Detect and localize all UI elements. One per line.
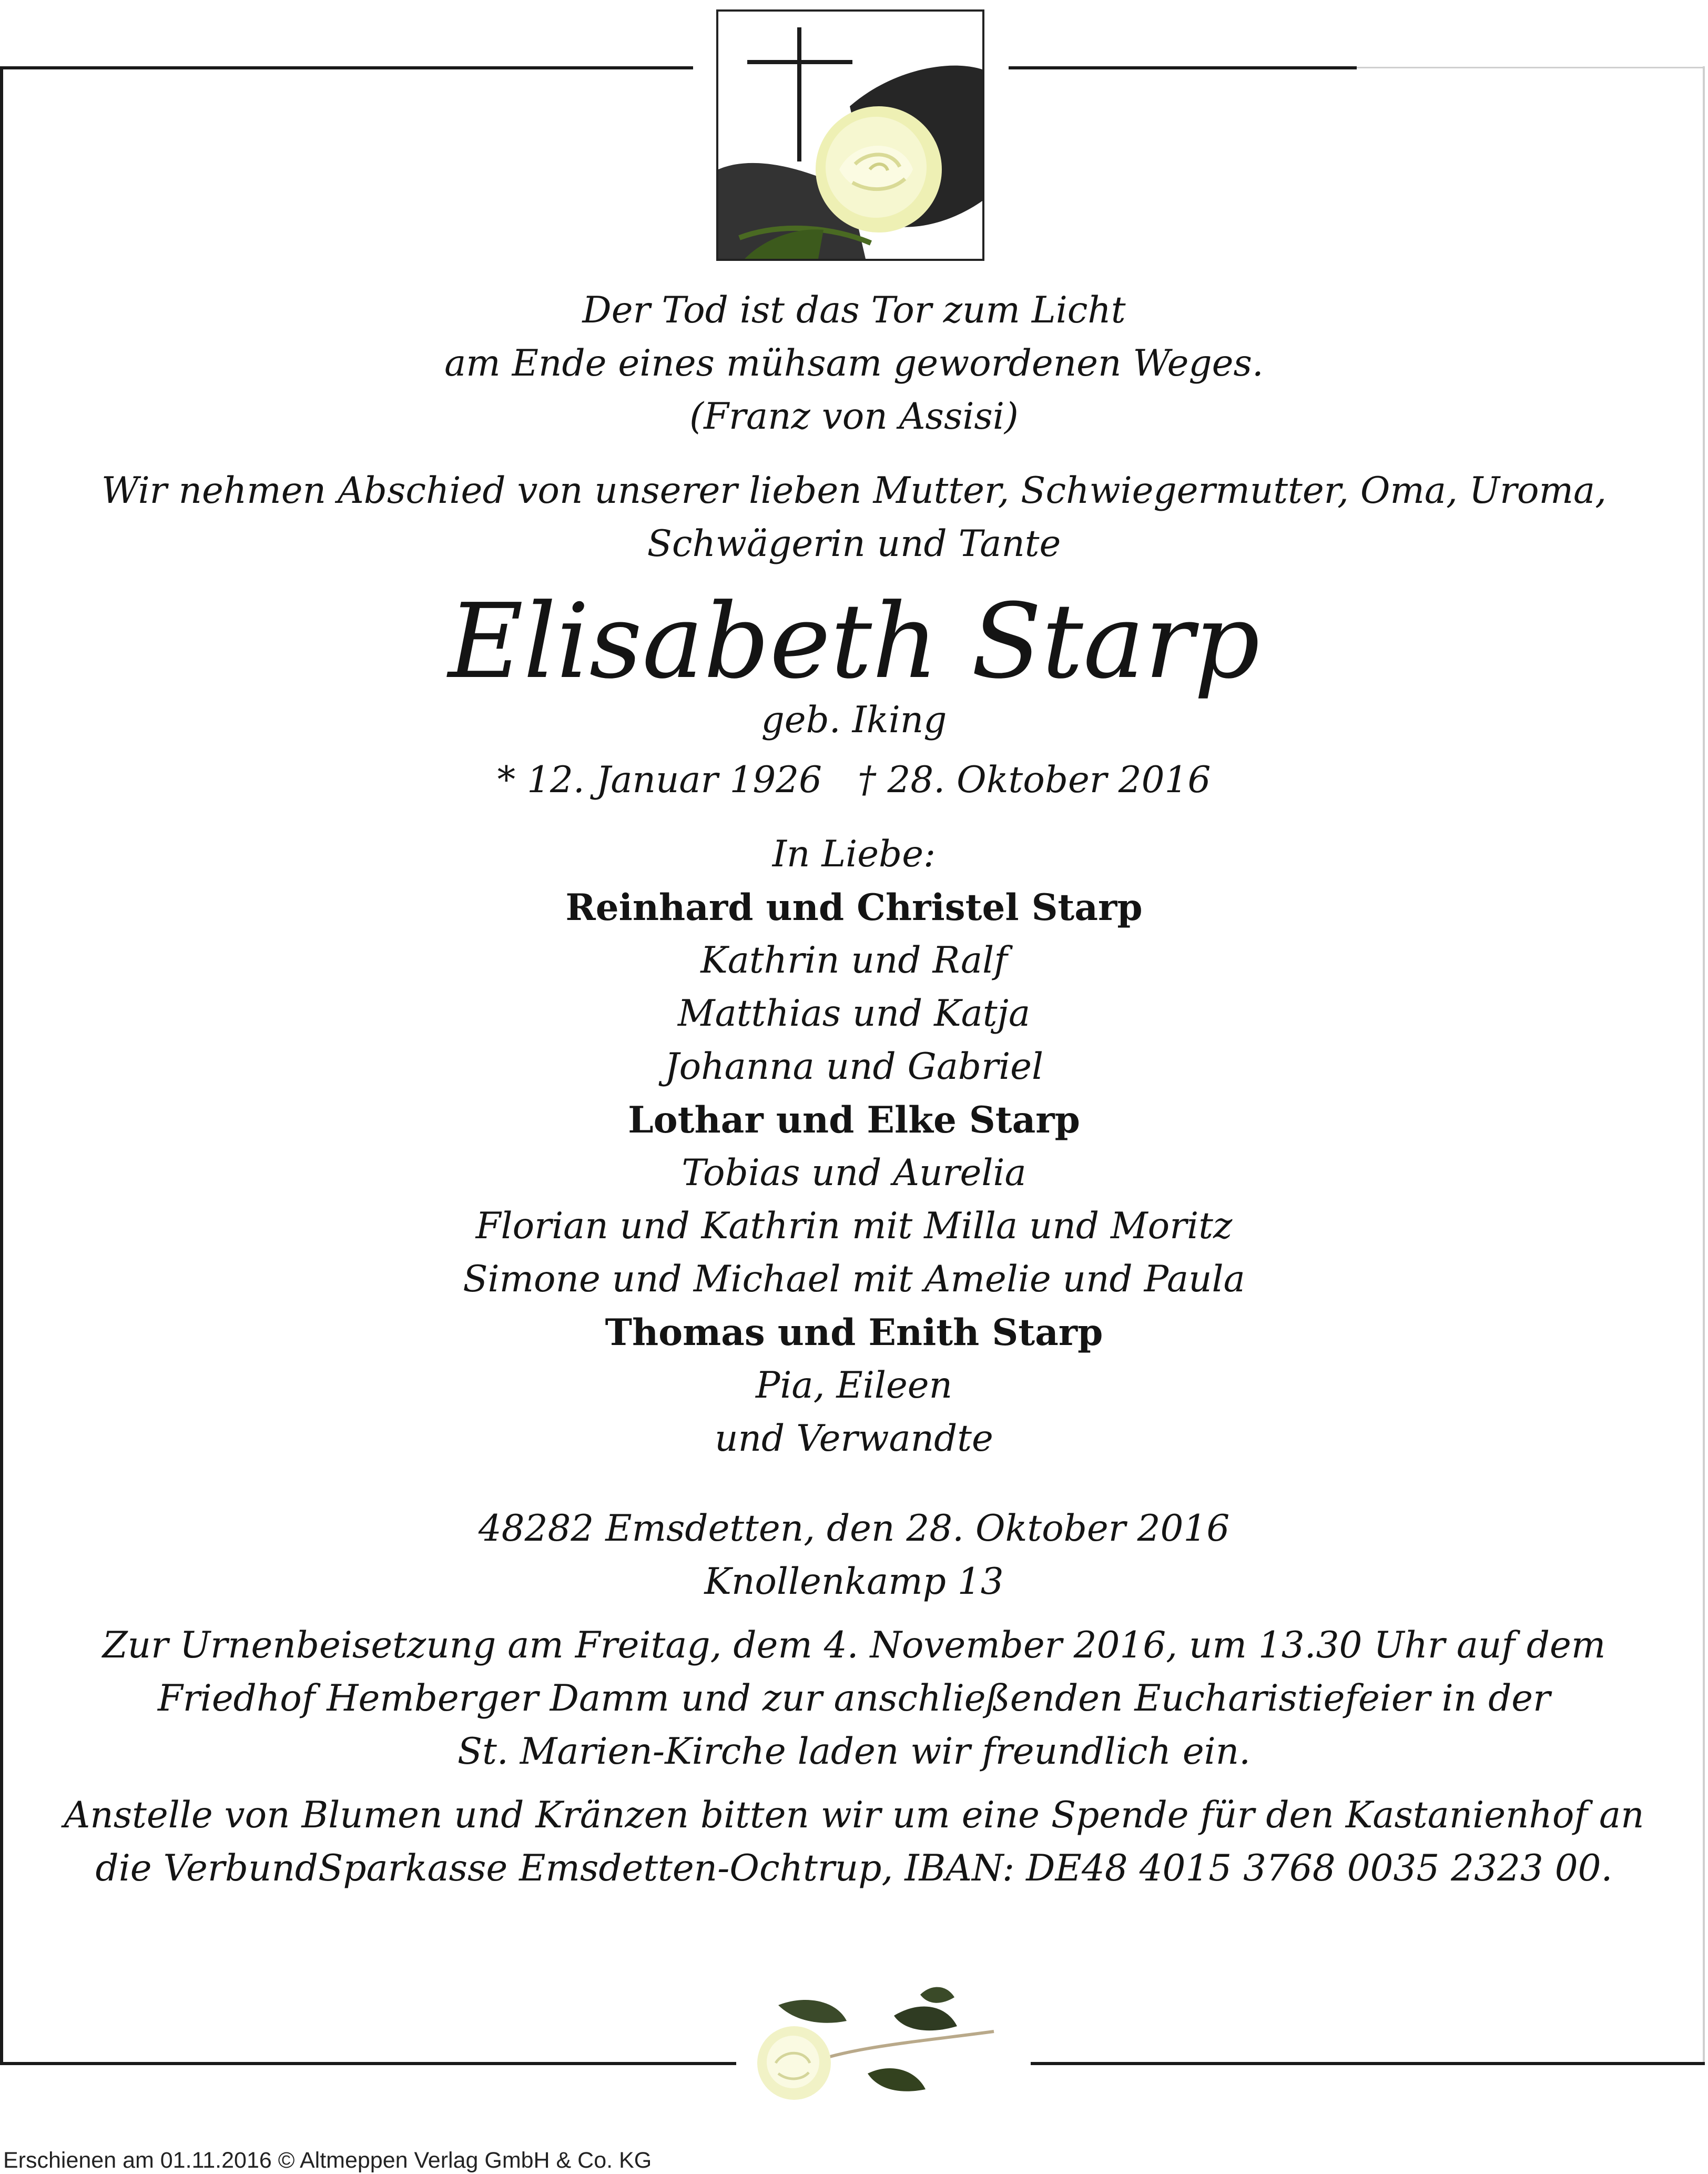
frame-right-line: [1703, 66, 1705, 2065]
mourner-list: [32, 881, 1676, 1465]
life-dates: [32, 754, 1676, 807]
rose-icon: [747, 1984, 1020, 2105]
mourner-name: Florian und Kathrin mit Milla und Moritz: [475, 1205, 1233, 1247]
intro-line-2: Schwägerin und Tante: [647, 523, 1061, 565]
mourner-name: Pia, Eileen: [755, 1364, 953, 1407]
cross-and-rose-icon: [716, 9, 984, 261]
mourner-name: und Verwandte: [715, 1418, 993, 1460]
mourner-family-name: Lothar und Elke Starp: [628, 1099, 1080, 1141]
frame-bottom-left-line: [0, 2062, 736, 2065]
quote-author: (Franz von Assisi): [689, 396, 1019, 438]
frame-top-left-line: [0, 66, 693, 69]
address-line-1: 48282 Emsdetten, den 28. Oktober 2016: [478, 1508, 1230, 1550]
address-line-2: Knollenkamp 13: [704, 1561, 1004, 1603]
frame-left-line: [0, 66, 3, 2065]
donation-line-1: Anstelle von Blumen und Kränzen bitten wir um eine Spende für den Kastanienhof an: [64, 1794, 1644, 1836]
mourner-name: Kathrin und Ralf: [700, 939, 1008, 982]
funeral-line-3: St. Marien-Kirche laden wir freundlich ein.: [457, 1731, 1251, 1773]
mourner-family-name: Thomas und Enith Starp: [605, 1311, 1103, 1354]
intro-line-1: Wir nehmen Abschied von unserer lieben Mutter, Schwiegermutter, Oma, Uroma,: [101, 470, 1607, 512]
death-date: † 28. Oktober 2016: [858, 759, 1211, 801]
mourner-name: Simone und Michael mit Amelie und Paula: [463, 1258, 1245, 1300]
mourner-name: Johanna und Gabriel: [664, 1046, 1044, 1088]
publication-footer: Erschienen am 01.11.2016 © Altmeppen Verlag GmbH & Co. KG: [3, 2148, 652, 2173]
donation-line-2: die VerbundSparkasse Emsdetten-Ochtrup, IBAN: DE48 4015 3768 0035 2323 00.: [95, 1847, 1613, 1889]
mourners-heading: In Liebe:: [772, 833, 936, 875]
frame-bottom-right-line: [1031, 2062, 1705, 2065]
funeral-line-2: Friedhof Hemberger Damm und zur anschließenden Eucharistiefeier in der: [157, 1677, 1551, 1720]
frame-top-right-fade: [1357, 67, 1704, 68]
deceased-name: Elisabeth Starp: [448, 582, 1260, 702]
funeral-line-1: Zur Urnenbeisetzung am Freitag, dem 4. November 2016, um 13.30 Uhr auf dem: [102, 1624, 1606, 1666]
frame-top-right-line: [1009, 66, 1357, 69]
mourner-name: Tobias und Aurelia: [682, 1152, 1026, 1194]
quote-line-2: am Ende eines mühsam gewordenen Weges.: [444, 342, 1264, 385]
obituary-content: [32, 284, 1676, 1895]
quote-line-1: Der Tod ist das Tor zum Licht: [582, 289, 1126, 331]
mourner-family-name: Reinhard und Christel Starp: [565, 886, 1143, 929]
birth-date: * 12. Januar 1926: [497, 759, 822, 801]
mourner-name: Matthias und Katja: [677, 993, 1031, 1035]
born-name: geb. Iking: [761, 699, 947, 741]
